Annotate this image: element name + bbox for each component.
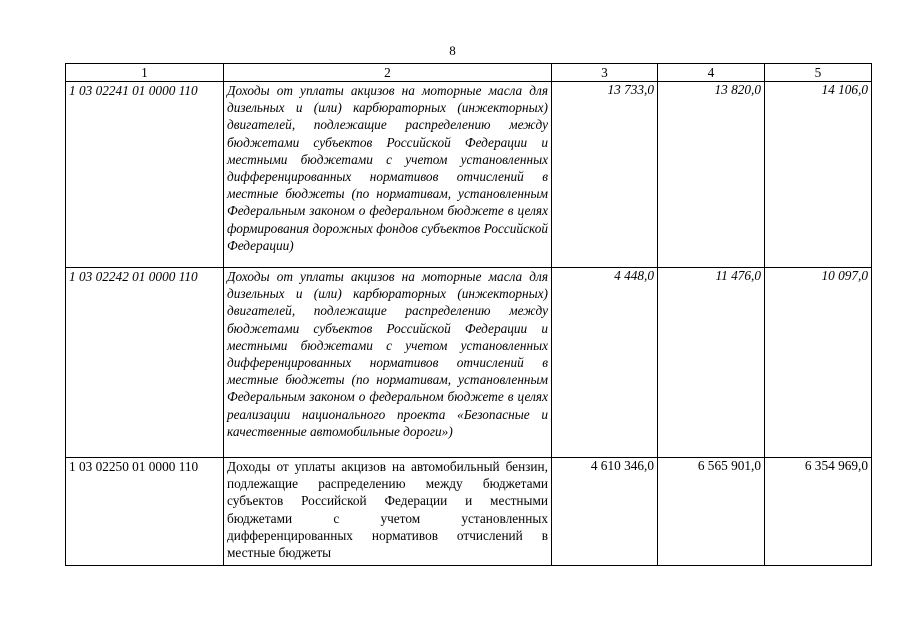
value-col5-cell: 14 106,0: [765, 82, 872, 268]
revenue-description-cell: Доходы от уплаты акцизов на моторные масла для дизельных и (или) карбюраторных (инжекторных) двигателей, подлежащие распределению между бюджетами субъектов Российской Федерации и местными бюджетами с учетом установленных дифференцированных нормативов отчислений в местные бюджеты (по нормативам, установленным Федеральным законом о федеральном бюджете в целях реализации национального проекта «Безопасные и качественные автомобильные дороги»): [224, 268, 552, 458]
revenue-code-cell: 1 03 02242 01 0000 110: [66, 268, 224, 458]
value-col3-cell: 13 733,0: [552, 82, 658, 268]
table-row: [66, 82, 872, 268]
table-header-row: [66, 64, 872, 82]
column-header-4: 4: [658, 64, 765, 82]
column-header-2: 2: [224, 64, 552, 82]
value-col4-cell: 13 820,0: [658, 82, 765, 268]
table-row: [66, 458, 872, 566]
revenue-code-cell: 1 03 02250 01 0000 110: [66, 458, 224, 566]
budget-revenue-table: [65, 63, 872, 566]
value-col5-cell: 6 354 969,0: [765, 458, 872, 566]
value-col4-cell: 6 565 901,0: [658, 458, 765, 566]
table-row: [66, 268, 872, 458]
revenue-code-cell: 1 03 02241 01 0000 110: [66, 82, 224, 268]
value-col4-cell: 11 476,0: [658, 268, 765, 458]
revenue-description-cell: Доходы от уплаты акцизов на автомобильный бензин, подлежащие распределению между бюджетами субъектов Российской Федерации и местными бюджетами с учетом установленных дифференцированных нормативов отчислений в местные бюджеты: [224, 458, 552, 566]
value-col3-cell: 4 610 346,0: [552, 458, 658, 566]
column-header-3: 3: [552, 64, 658, 82]
value-col3-cell: 4 448,0: [552, 268, 658, 458]
column-header-5: 5: [765, 64, 872, 82]
value-col5-cell: 10 097,0: [765, 268, 872, 458]
column-header-1: 1: [66, 64, 224, 82]
revenue-description-cell: Доходы от уплаты акцизов на моторные масла для дизельных и (или) карбюраторных (инжекторных) двигателей, подлежащие распределению между бюджетами субъектов Российской Федерации и местными бюджетами с учетом установленных дифференцированных нормативов отчислений в местные бюджеты (по нормативам, установленным Федеральным законом о федеральном бюджете в целях формирования дорожных фондов субъектов Российской Федерации): [224, 82, 552, 268]
page-number: 8: [449, 43, 456, 58]
